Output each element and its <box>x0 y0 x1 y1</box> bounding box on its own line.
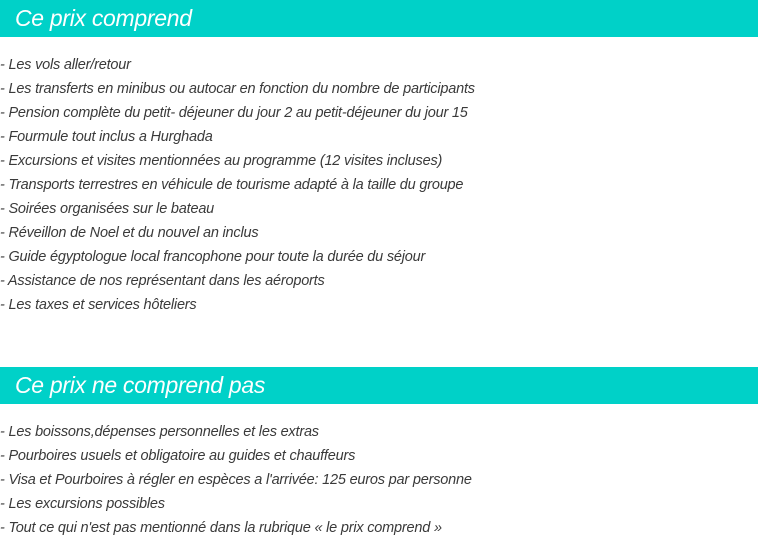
list-item: - Les boissons,dépenses personnelles et les extras <box>0 424 319 440</box>
list-item: - Les taxes et services hôteliers <box>0 297 197 313</box>
list-item: - Réveillon de Noel et du nouvel an inclus <box>0 225 259 241</box>
list-item: - Guide égyptologue local francophone pour toute la durée du séjour <box>0 249 426 265</box>
list-item: - Les excursions possibles <box>0 496 165 512</box>
list-item: - Pourboires usuels et obligatoire au guides et chauffeurs <box>0 448 356 464</box>
section-title-included: Ce prix comprend <box>0 0 758 37</box>
list-item: - Visa et Pourboires à régler en espèces a l'arrivée: 125 euros par personne <box>0 472 472 488</box>
list-item: - Fourmule tout inclus a Hurghada <box>0 129 213 145</box>
excluded-items-list <box>0 420 472 540</box>
list-item: - Excursions et visites mentionnées au programme (12 visites incluses) <box>0 153 443 169</box>
included-items-list <box>0 53 475 317</box>
list-item: - Assistance de nos représentant dans les aéroports <box>0 273 325 289</box>
list-item: - Pension complète du petit- déjeuner du jour 2 au petit-déjeuner du jour 15 <box>0 105 468 121</box>
list-item: - Tout ce qui n'est pas mentionné dans la rubrique « le prix comprend » <box>0 520 442 536</box>
list-item: - Les vols aller/retour <box>0 57 131 73</box>
list-item: - Les transferts en minibus ou autocar en fonction du nombre de participants <box>0 81 475 97</box>
section-title-excluded: Ce prix ne comprend pas <box>0 367 758 404</box>
list-item: - Transports terrestres en véhicule de tourisme adapté à la taille du groupe <box>0 177 464 193</box>
list-item: - Soirées organisées sur le bateau <box>0 201 215 217</box>
